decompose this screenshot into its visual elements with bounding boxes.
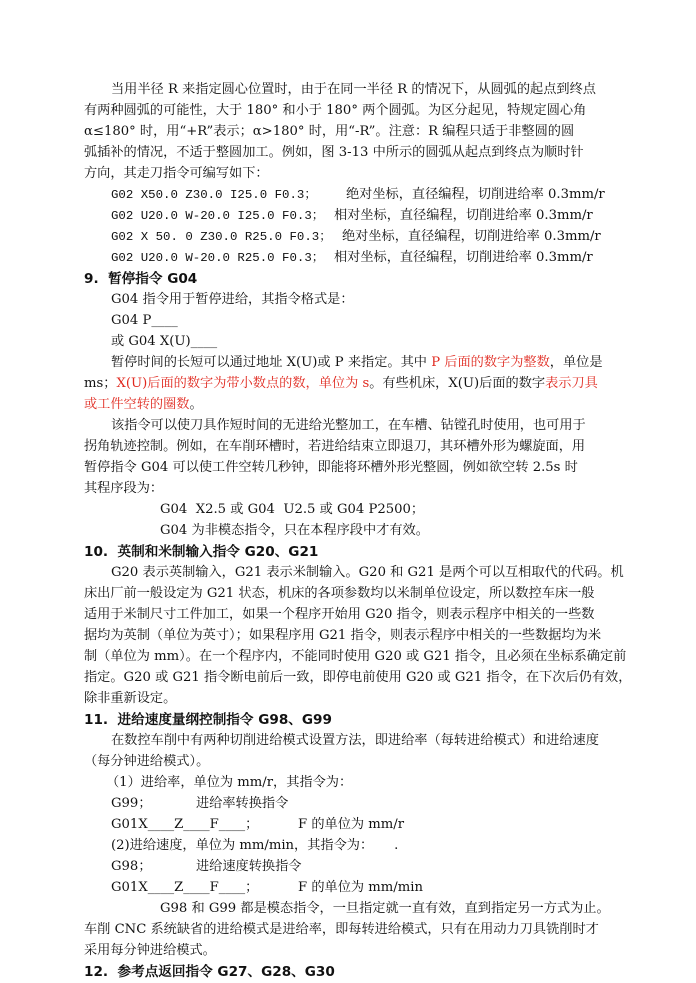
text-run: 。有些机床，X(U)后面的数字 <box>369 376 546 391</box>
text-run: 。 <box>189 397 203 412</box>
paragraph-line: 除非重新设定。 <box>84 691 177 706</box>
code-note: 绝对坐标，直径编程，切削进给率 0.3mm/r <box>346 187 605 202</box>
highlight-text: 或工件空转的圈数 <box>84 397 190 412</box>
text-run: ，单位是 <box>549 355 603 370</box>
code-example: G04 X2.5 或 G04 U2.5 或 G04 P2500； <box>160 502 425 517</box>
unit-note: F 的单位为 mm/min <box>298 880 423 895</box>
paragraph-line: 据均为英制（单位为英寸）；如果程序用 G21 指令，则表示程序中相关的一些数据均为米 <box>84 628 602 643</box>
paragraph-line: 拐角轨迹控制。例如，在车削环槽时，若进给结束立即退刀，其环槽外形为螺旋面，用 <box>84 439 586 454</box>
paragraph-line: 暂停指令 G04 可以使工件空转几秒钟，即能将环槽外形光整圆，例如欲空转 2.5s 时 <box>84 460 578 475</box>
code-note: 相对坐标，直径编程，切削进给率 0.3mm/r <box>334 208 593 223</box>
paragraph-line: α≤180° 时，用“+R”表示；α>180° 时，用“-R”。注意：R 编程只适于非整圆的圆 <box>84 124 575 139</box>
paragraph-line: 指定。G20 或 G21 指令断电前后一致，即停电前使用 G20 或 G21 指令，在下次后仍有效， <box>84 670 632 685</box>
paragraph-line: 当用半径 R 来指定圆心位置时，由于在同一半径 R 的情况下，从圆弧的起点到终点 <box>111 82 596 97</box>
text-run: ms； <box>84 376 117 391</box>
section-heading: 10. 英制和米制输入指令 G20、G21 <box>84 544 319 560</box>
command-code: G98； <box>111 859 152 874</box>
note-line: G04 为非模态指令，只在本程序段中才有效。 <box>160 523 429 538</box>
section-heading: 11. 进给速度量纲控制指令 G98、G99 <box>84 712 332 728</box>
paragraph-line: 床出厂前一般设定为 G21 状态，机床的各项参数均以米制单位设定，所以数控车床一般 <box>84 586 595 601</box>
command-format: G01X____Z____F____； <box>111 817 259 832</box>
command-format: G04 P____ <box>111 313 178 328</box>
section-heading: 9. 暂停指令 G04 <box>84 271 198 287</box>
paragraph-line <box>111 353 603 373</box>
command-format: G01X____Z____F____； <box>111 880 259 895</box>
code-example: G02 U20.0 W-20.0 R25.0 F0.3； <box>111 251 325 265</box>
highlight-text: X(U)后面的数字为带小数点的数，单位为 s <box>116 376 370 391</box>
paragraph-line: 制（单位为 mm）。在一个程序内，不能同时使用 G20 或 G21 指令，且必须在坐标系确定前 <box>84 649 627 664</box>
paragraph-line <box>84 374 598 394</box>
subsection-title: (2)进给速度，单位为 mm/min，其指令为： . <box>111 838 399 853</box>
command-desc: 进给率转换指令 <box>196 796 289 811</box>
code-note: 绝对坐标，直径编程，切削进给率 0.3mm/r <box>342 229 601 244</box>
command-code: G99； <box>111 796 152 811</box>
paragraph-line: 车削 CNC 系统缺省的进给模式是进给率，即每转进给模式，只有在用动力刀具铣削时才 <box>84 922 599 937</box>
highlight-text: P 后面的数字为整数 <box>431 355 550 370</box>
paragraph-line: G98 和 G99 都是模态指令，一旦指定就一直有效，直到指定另一方式为止。 <box>160 901 610 916</box>
command-desc: 进给速度转换指令 <box>196 859 302 874</box>
paragraph-line: 其程序段为： <box>84 481 164 496</box>
paragraph-line: 适用于米制尺寸工件加工，如果一个程序开始用 G20 指令，则表示程序中相关的一些数 <box>84 607 595 622</box>
paragraph-line: G20 表示英制输入，G21 表示米制输入。G20 和 G21 是两个可以互相取代的代码。机 <box>111 565 624 580</box>
paragraph-line: 有两种圆弧的可能性，大于 180° 和小于 180° 两个圆弧。为区分起见，特规定圆心角 <box>84 103 587 118</box>
paragraph-line: 方向，其走刀指令可编写如下： <box>84 166 269 181</box>
command-format: 或 G04 X(U)____ <box>111 334 218 349</box>
code-note: 相对坐标，直径编程，切削进给率 0.3mm/r <box>334 250 593 265</box>
section-heading: 12. 参考点返回指令 G27、G28、G30 <box>84 964 335 980</box>
paragraph-line: G04 指令用于暂停进给，其指令格式是： <box>111 292 354 307</box>
paragraph-line <box>84 395 203 415</box>
paragraph-line: （每分钟进给模式）。 <box>84 754 210 769</box>
code-example: G02 X 50. 0 Z30.0 R25.0 F0.3； <box>111 230 332 244</box>
paragraph-line: 采用每分钟进给模式。 <box>84 943 216 958</box>
code-example: G02 X50.0 Z30.0 I25.0 F0.3； <box>111 188 317 202</box>
unit-note: F 的单位为 mm/r <box>298 817 405 832</box>
paragraph-line: 弧插补的情况，不适于整圆加工。例如，图 3-13 中所示的圆弧从起点到终点为顺时针 <box>84 145 584 160</box>
text-run: 暂停时间的长短可以通过地址 X(U)或 P 来指定。其中 <box>111 355 432 370</box>
subsection-title: （1）进给率，单位为 mm/r，其指令为： <box>106 775 353 790</box>
paragraph-line: 在数控车削中有两种切削进给模式设置方法，即进给率（每转进给模式）和进给速度 <box>111 733 599 748</box>
code-example: G02 U20.0 W-20.0 I25.0 F0.3； <box>111 209 325 223</box>
paragraph-line: 该指令可以使刀具作短时间的无进给光整加工，在车槽、钻镗孔时使用，也可用于 <box>111 418 586 433</box>
highlight-text: 表示刀具 <box>545 376 598 391</box>
